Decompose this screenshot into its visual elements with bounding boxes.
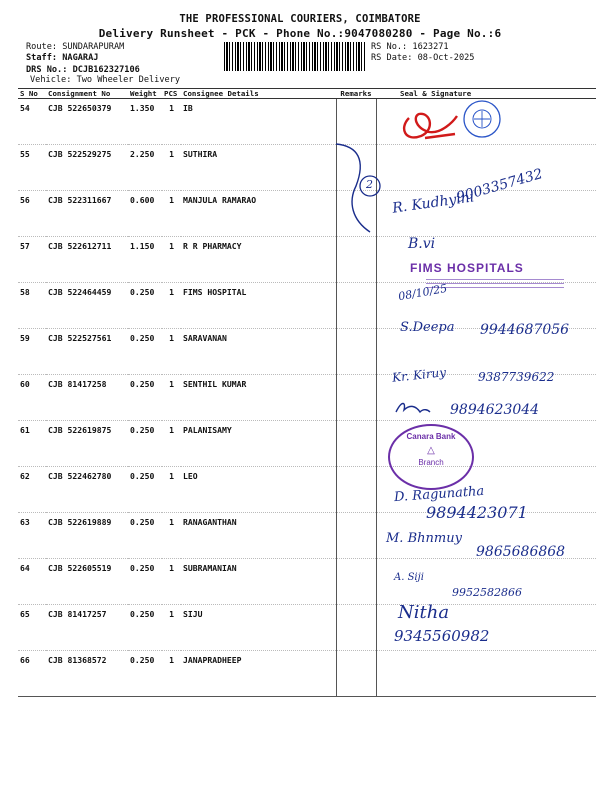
row-consignee: RANAGANTHAN [181,513,336,559]
row-weight: 0.250 [128,605,162,651]
row-sno: 56 [18,191,46,237]
ink-bracket [330,140,390,240]
table-header-row [18,89,596,99]
row-weight: 0.250 [128,421,162,467]
row-weight: 1.150 [128,237,162,283]
row-weight: 0.250 [128,513,162,559]
table-row [18,651,596,697]
row-pcs: 1 [162,99,181,145]
row-remarks [336,99,376,145]
canara-bank-stamp [388,424,474,490]
row-pcs: 1 [162,283,181,329]
row-consignment-no: CJB 522619875 [46,421,128,467]
row-consignment-no: CJB 522464459 [46,283,128,329]
row-weight: 0.250 [128,375,162,421]
row-sno: 63 [18,513,46,559]
runsheet-subtitle: Delivery Runsheet - PCK - Phone No.:9047080280 - Page No.:6 [98,27,502,40]
row-consignee: JANAPRADHEEP [181,651,336,697]
row-weight: 0.250 [128,467,162,513]
col-seal-signature: Seal & Signature [376,89,596,99]
row-weight: 0.250 [128,651,162,697]
signature-row-63: D. Ragunatha [393,483,485,506]
row-remarks [336,329,376,375]
row-consignee: SUBRAMANIAN [181,559,336,605]
row-remarks [336,421,376,467]
row-sno: 65 [18,605,46,651]
row-weight: 0.600 [128,191,162,237]
row-sno: 58 [18,283,46,329]
row-remarks [336,559,376,605]
row-pcs: 1 [162,651,181,697]
table-row [18,191,596,237]
signature-row-60: Kr. Kiruy [391,365,447,385]
row-consignee: MANJULA RAMARAO [181,191,336,237]
row-pcs: 1 [162,421,181,467]
row-consignee: PALANISAMY [181,421,336,467]
row-consignment-no: CJB 522605519 [46,559,128,605]
row-weight: 2.250 [128,145,162,191]
row-pcs: 1 [162,191,181,237]
phone-row-60: 9387739622 [478,370,555,384]
phone-row-61: 9894623044 [450,402,540,418]
row-consignee: SENTHIL KUMAR [181,375,336,421]
signature-row-64: M. Bhnmuy [386,531,462,546]
drs-number: DRS No.: DCJB162327106 [26,65,140,75]
phone-row-66: 9345560982 [394,627,490,645]
row-remarks [336,513,376,559]
route-label: Route: SUNDARAPURAM [26,42,125,52]
row-consignee: SARAVANAN [181,329,336,375]
row-remarks [336,375,376,421]
signature-row-66: Nitha [398,602,450,623]
phone-row-64: 9865686868 [476,544,566,560]
row-sno: 61 [18,421,46,467]
row-consignment-no: CJB 522311667 [46,191,128,237]
row-pcs: 1 [162,145,181,191]
row-pcs: 1 [162,375,181,421]
phone-row-63: 9894423071 [426,503,528,522]
bank-stamp-top: Canara Bank [406,432,456,441]
row-consignee: LEO [181,467,336,513]
row-consignment-no: CJB 81417258 [46,375,128,421]
blue-seal-row-54 [458,98,510,140]
signature-row-56: R. Kudhyini [391,189,476,217]
red-signature-row-54 [395,98,463,146]
row-sno: 57 [18,237,46,283]
phone-row-59: 9944687056 [480,322,570,338]
row-sno: 60 [18,375,46,421]
phone-row-55: 9003357432 [454,166,545,206]
row-consignee: SUTHIRA [181,145,336,191]
col-sno: S No [18,89,46,99]
triangle-logo-icon: △ [427,445,435,456]
row-pcs: 1 [162,559,181,605]
col-consignment: Consignment No [46,89,128,99]
row-remarks [336,237,376,283]
date-row-58: 08/10/25 [397,281,449,304]
stamp-title: FIMS HOSPITALS [410,261,524,275]
row-pcs: 1 [162,605,181,651]
col-remarks: Remarks [336,89,376,99]
staff-label: Staff: NAGARAJ [26,53,99,63]
row-consignment-no: CJB 522612711 [46,237,128,283]
signature-row-59: S.Deepa [400,320,455,335]
row-pcs: 1 [162,329,181,375]
col-consignee: Consignee Details [181,89,336,99]
row-remarks [336,605,376,651]
table-row [18,605,596,651]
row-weight: 0.250 [128,283,162,329]
vehicle-label: Vehicle: Two Wheeler Delivery [30,75,181,85]
row-sno: 66 [18,651,46,697]
row-consignee: IB [181,99,336,145]
row-consignee: SIJU [181,605,336,651]
row-sno: 62 [18,467,46,513]
row-seal-signature [376,651,596,697]
row-consignee: R R PHARMACY [181,237,336,283]
row-remarks [336,283,376,329]
row-sno: 64 [18,559,46,605]
signature-row-57: B.vi [408,236,436,252]
row-pcs: 1 [162,513,181,559]
row-consignment-no: CJB 522650379 [46,99,128,145]
row-weight: 0.250 [128,559,162,605]
bank-stamp-mid: Branch [418,458,444,467]
stamp-line [426,279,564,280]
row-consignment-no: CJB 522529275 [46,145,128,191]
row-sno: 55 [18,145,46,191]
row-sno: 59 [18,329,46,375]
row-remarks [336,651,376,697]
row-consignment-no: CJB 522527561 [46,329,128,375]
row-pcs: 1 [162,467,181,513]
phone-row-65: 9952582866 [452,586,522,599]
col-weight: Weight [128,89,162,99]
table-row [18,421,596,467]
row-weight: 0.250 [128,329,162,375]
drs-barcode [224,42,366,71]
row-pcs: 1 [162,237,181,283]
row-remarks [336,467,376,513]
signature-row-65: A. Siji [394,572,424,583]
col-pcs: PCS [162,89,181,99]
row-consignee: FIMS HOSPITAL [181,283,336,329]
row-weight: 1.350 [128,99,162,145]
row-sno: 54 [18,99,46,145]
rs-date: RS Date: 08-Oct-2025 [371,53,475,63]
row-consignment-no: CJB 522462780 [46,467,128,513]
row-consignment-no: CJB 81417257 [46,605,128,651]
hand-mark-row-56: 2 [366,178,373,191]
row-consignment-no: CJB 81368572 [46,651,128,697]
company-title: THE PROFESSIONAL COURIERS, COIMBATORE [179,13,421,25]
stamp-line [426,283,564,284]
rs-number: RS No.: 1623271 [371,42,449,52]
row-consignment-no: CJB 522619889 [46,513,128,559]
scribble-row-61 [392,396,432,418]
